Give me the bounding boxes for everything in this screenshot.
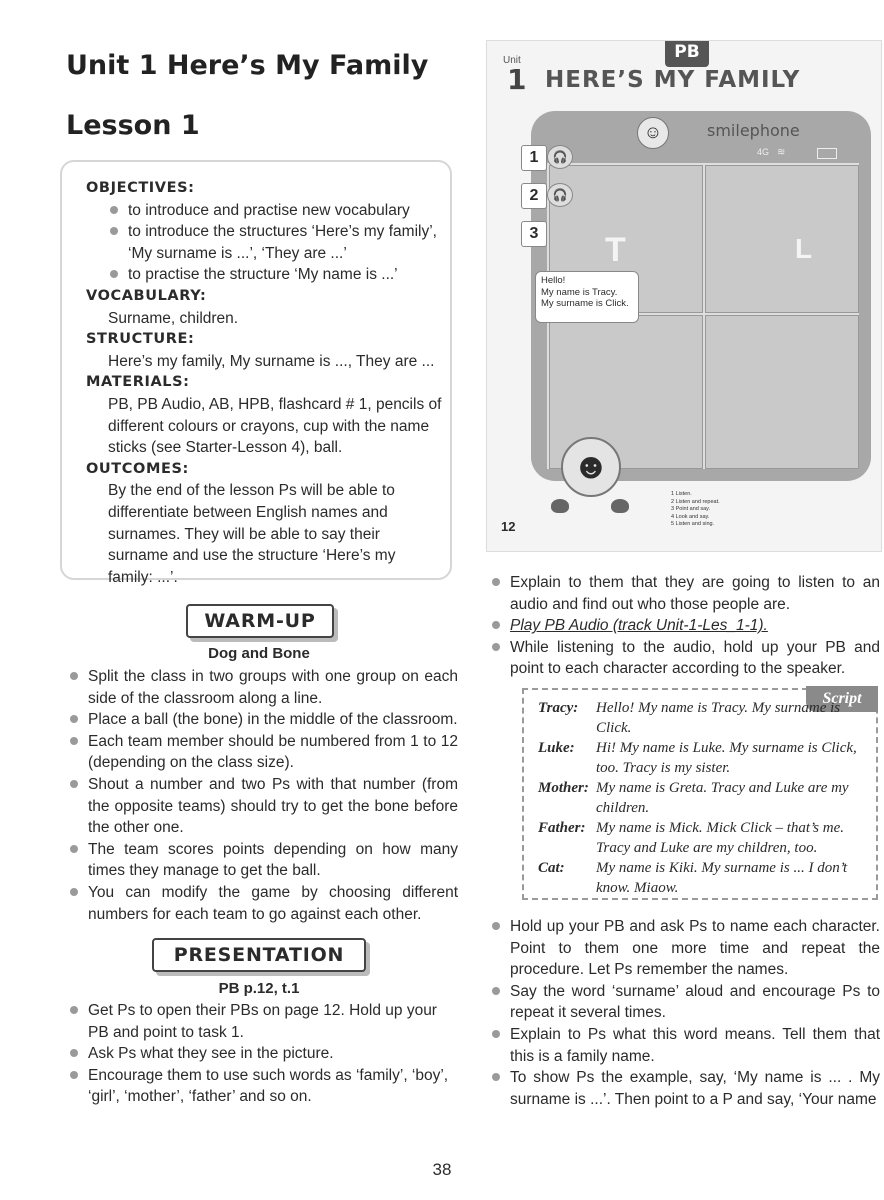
panel-luke bbox=[705, 165, 859, 313]
battery-icon bbox=[817, 148, 837, 159]
illustration-heading: HERE’S MY FAMILY bbox=[545, 67, 801, 93]
mascot-smiley-icon: ☻ bbox=[561, 437, 621, 497]
script-row bbox=[524, 738, 876, 778]
presentation-list bbox=[66, 1000, 458, 1108]
list-item: Place a ball (the bone) in the middle of the classroom. bbox=[66, 709, 458, 731]
presentation-subtitle: PB p.12, t.1 bbox=[218, 980, 300, 997]
script-text: My name is Mick. Mick Click – that’s me. Tracy and Luke are my children, too. bbox=[596, 820, 844, 856]
structure-heading: STRUCTURE: bbox=[86, 331, 195, 348]
script-speaker: Father: bbox=[538, 820, 586, 836]
leaf-icon bbox=[551, 499, 569, 513]
script-box bbox=[522, 688, 878, 900]
script-text: My name is Kiki. My surname is ... I don’t know. Miaow. bbox=[596, 860, 848, 896]
leaf-icon bbox=[611, 499, 629, 513]
warm-up-list bbox=[66, 666, 458, 925]
headphones-icon: 🎧 bbox=[547, 145, 573, 169]
bubble-line: My name is Tracy. bbox=[541, 286, 618, 298]
signal-label: 4G bbox=[757, 147, 770, 157]
right-list-bottom bbox=[488, 916, 880, 1110]
list-item: The team scores points depending on how many times they manage to get the ball. bbox=[66, 839, 458, 882]
materials-text: PB, PB Audio, AB, HPB, flashcard # 1, pencils of different colours or crayons, cup with the name sticks (see Starter-Lesson 4), ball. bbox=[108, 395, 442, 457]
smiley-icon: ☺ bbox=[637, 117, 669, 149]
script-speaker: Cat: bbox=[538, 860, 565, 876]
list-item: Say the word ‘surname’ aloud and encourage Ps to repeat it several times. bbox=[488, 981, 880, 1024]
script-text: Hi! My name is Luke. My surname is Click, too. Tracy is my sister. bbox=[596, 740, 857, 776]
objectives-heading: OBJECTIVES: bbox=[86, 180, 195, 196]
task-number-3: 3 bbox=[521, 221, 547, 247]
list-item: To show Ps the example, say, ‘My name is ... . My surname is ...’. Then point to a P and say, ‘Your name bbox=[488, 1067, 880, 1110]
structure-text: Here’s my family, My surname is ..., They are ... bbox=[108, 352, 435, 370]
task-instruction: 5 Listen and sing. bbox=[671, 521, 715, 527]
list-item: Each team member should be numbered from 1 to 12 (depending on the class size). bbox=[66, 731, 458, 774]
list-item: Play PB Audio (track Unit-1-Les_1-1). bbox=[488, 615, 880, 637]
list-item: Hold up your PB and ask Ps to name each character. Point to them one more time and repeat the procedure. Let Ps remember the names. bbox=[488, 916, 880, 981]
list-item: While listening to the audio, hold up your PB and point to each character according to the speaker. bbox=[488, 637, 880, 680]
script-text: Hello! My name is Tracy. My surname is Click. bbox=[596, 700, 841, 736]
page-number: 38 bbox=[432, 1160, 452, 1179]
task-instruction: 2 Listen and repeat. bbox=[671, 498, 720, 505]
script-text: My name is Greta. Tracy and Luke are my children. bbox=[596, 780, 849, 816]
headphones-icon: 🎧 bbox=[547, 183, 573, 207]
objectives-content bbox=[86, 178, 442, 588]
unit-number: 1 bbox=[507, 63, 527, 96]
pb-badge: PB bbox=[665, 40, 709, 67]
script-row bbox=[524, 858, 876, 898]
list-item: to practise the structure ‘My name is ...’ bbox=[106, 264, 442, 286]
materials-heading: MATERIALS: bbox=[86, 374, 190, 391]
vocabulary-heading: VOCABULARY: bbox=[86, 287, 207, 304]
task-number-2: 2 bbox=[521, 183, 547, 209]
list-item: Split the class in two groups with one group on each side of the classroom along a line. bbox=[66, 666, 458, 709]
task-instruction: 3 Point and say. bbox=[671, 506, 711, 512]
presentation-label: PRESENTATION bbox=[152, 938, 366, 972]
objectives-list bbox=[106, 200, 442, 286]
shirt-letter-l: L bbox=[795, 233, 813, 264]
warm-up-subtitle: Dog and Bone bbox=[208, 645, 310, 662]
list-item: Explain to them that they are going to listen to an audio and find out who those people are. bbox=[488, 572, 880, 615]
panel-father bbox=[705, 315, 859, 469]
right-list-top bbox=[488, 572, 880, 680]
list-item: Shout a number and two Ps with that number (from the opposite teams) should try to get the bone before the other one. bbox=[66, 774, 458, 839]
bubble-line: My surname is Click. bbox=[541, 298, 629, 309]
list-item: You can modify the game by choosing different numbers for each team to go against each other. bbox=[66, 882, 458, 925]
script-speaker: Luke: bbox=[538, 740, 575, 756]
list-item: Ask Ps what they see in the picture. bbox=[66, 1043, 458, 1065]
pupil-book-illustration bbox=[486, 40, 882, 552]
list-item: to introduce the structures ‘Here’s my family’, ‘My surname is ...’, ‘They are ...’ bbox=[106, 221, 442, 264]
script-row bbox=[524, 698, 876, 738]
task-instruction: 4 Look and say. bbox=[671, 513, 710, 520]
script-speaker: Tracy: bbox=[538, 700, 579, 716]
task-instruction: 1 Listen. bbox=[671, 491, 692, 497]
unit-word: Unit bbox=[503, 55, 521, 66]
task-instructions bbox=[671, 491, 831, 529]
list-item: Explain to Ps what this word means. Tell them that this is a family name. bbox=[488, 1024, 880, 1067]
script-row bbox=[524, 818, 876, 858]
speech-bubble bbox=[535, 271, 639, 323]
task-number-1: 1 bbox=[521, 145, 547, 171]
outcomes-text: By the end of the lesson Ps will be able to differentiate between English names and surnames. They will be able to say their surname and use the structure ‘Here’s my family: ...’. bbox=[108, 482, 396, 586]
shirt-letter-t: T bbox=[605, 231, 626, 269]
list-item: Encourage them to use such words as ‘family’, ‘boy’, ‘girl’, ‘mother’, ‘father’ and so on. bbox=[66, 1065, 458, 1108]
list-item: Get Ps to open their PBs on page 12. Hold up your PB and point to task 1. bbox=[66, 1000, 458, 1043]
lesson-heading: Lesson 1 bbox=[66, 110, 200, 141]
list-item: to introduce and practise new vocabulary bbox=[106, 200, 442, 222]
phone-brand: smilephone bbox=[707, 121, 800, 140]
outcomes-heading: OUTCOMES: bbox=[86, 460, 189, 477]
wifi-icon: ≋ bbox=[777, 147, 786, 158]
unit-heading: Unit 1 Here’s My Family bbox=[66, 50, 429, 81]
pb-page-number: 12 bbox=[501, 519, 516, 534]
bubble-line: Hello! bbox=[541, 275, 566, 286]
script-speaker: Mother: bbox=[538, 780, 589, 796]
warm-up-label: WARM-UP bbox=[186, 604, 334, 638]
script-row bbox=[524, 778, 876, 818]
script-label: Script bbox=[806, 686, 878, 712]
vocabulary-text: Surname, children. bbox=[108, 309, 239, 327]
